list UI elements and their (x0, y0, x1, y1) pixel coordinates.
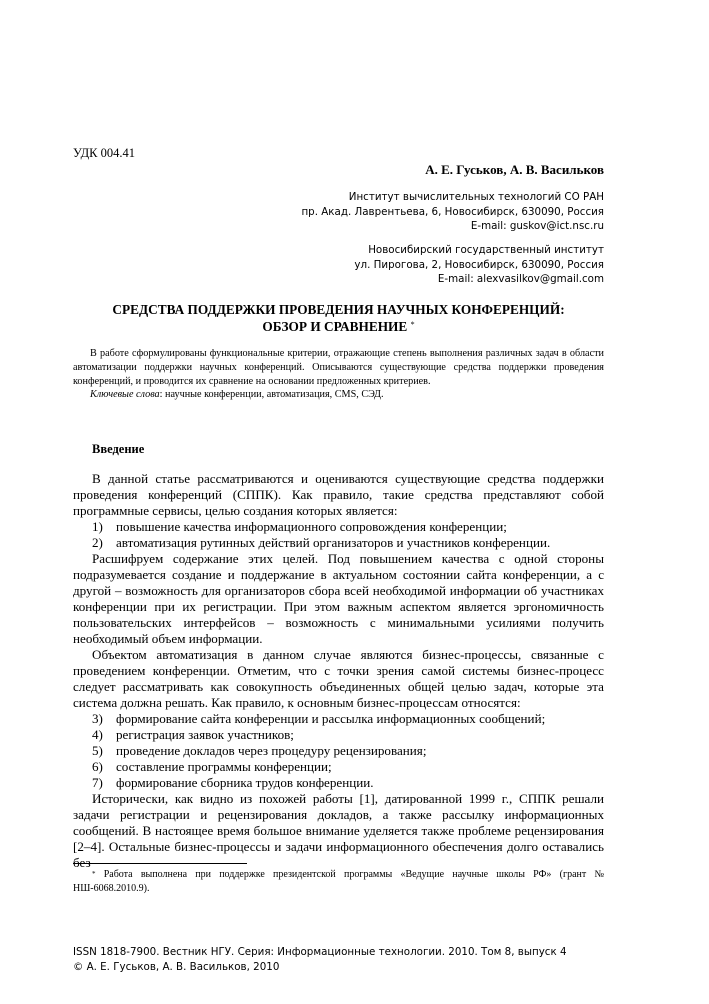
list-item (73, 775, 604, 791)
title-line-1: СРЕДСТВА ПОДДЕРЖКИ ПРОВЕДЕНИЯ НАУЧНЫХ КОНФЕРЕНЦИЙ: (112, 302, 565, 317)
issn-line: ISSN 1818-7900. Вестник НГУ. Серия: Информационные технологии. 2010. Том 8, выпуск 4 (73, 946, 567, 958)
affiliation-institution: Новосибирский государственный институт (368, 244, 604, 256)
list-number: 3) (92, 711, 103, 726)
footnote (73, 868, 604, 895)
list-item (73, 743, 604, 759)
list-item (73, 519, 604, 535)
title-line-2-text: ОБЗОР И СРАВНЕНИЕ (262, 318, 408, 334)
udk-code: УДК 004.41 (73, 146, 135, 160)
list-number: 1) (92, 519, 103, 534)
list-item (73, 711, 604, 727)
footnote-body: Работа выполнена при поддержке президентской программы «Ведущие научные школы РФ» (грант № НШ-6068.2010.9). (73, 869, 604, 894)
list-number: 6) (92, 759, 103, 774)
list-item (73, 727, 604, 743)
affiliation-2 (354, 243, 604, 287)
paragraph: Исторически, как видно из похожей работы [1], датированной 1999 г., СППК решали задачи регистрации и рецензирования докладов, а также рассылку информационных сообщений. В настоящее время большое внимание уделяется также проблеме рецензирования [2–4]. Остальные бизнес-процессы и задачи информационного обеспечения долго оставались без (73, 791, 604, 870)
list-item (73, 759, 604, 775)
list-text: составление программы конференции; (116, 759, 332, 774)
affiliation-email[interactable]: E-mail: guskov@ict.nsc.ru (470, 220, 604, 232)
list-text: формирование сайта конференции и рассылка информационных сообщений; (116, 711, 546, 726)
authors: А. Е. Гуськов, А. В. Васильков (425, 162, 604, 177)
affiliation-email[interactable]: E-mail: alexvasilkov@gmail.com (437, 273, 604, 285)
section-heading: Введение (92, 442, 145, 456)
body-text (73, 471, 604, 871)
list-text: автоматизация рутинных действий организаторов и участников конференции. (116, 535, 551, 550)
footnote-text (73, 868, 604, 895)
article-title (73, 302, 604, 335)
affiliation-1 (301, 190, 604, 234)
list-text: регистрация заявок участников; (116, 727, 294, 742)
title-line-2 (73, 319, 604, 336)
affiliation-address: ул. Пирогова, 2, Новосибирск, 630090, Россия (354, 258, 604, 271)
paragraph: В данной статье рассматриваются и оцениваются существующие средства поддержки проведения конференций (СППК). Как правило, такие средства представляют собой программные сервисы, целью создания которых является: (73, 471, 604, 518)
footnote-divider (73, 863, 247, 864)
list-text: проведение докладов через процедуру рецензирования; (116, 743, 427, 758)
title-footnote-mark[interactable]: * (410, 319, 415, 329)
list-text: формирование сборника трудов конференции. (116, 775, 374, 790)
keywords-label: Ключевые слова (90, 389, 160, 401)
paragraph: Объектом автоматизация в данном случае являются бизнес-процессы, связанные с проведением конференции. Отметим, что с точки зрения самой системы бизнес-процесс следует рассматривать как совокупность объединенных общей целью задач, которые эта система должна решать. Как правило, к основным бизнес-процессам относятся: (73, 647, 604, 710)
copyright-line: © А. Е. Гуськов, А. В. Васильков, 2010 (73, 960, 280, 973)
list-number: 5) (92, 743, 103, 758)
list-number: 4) (92, 727, 103, 742)
footnote-mark: * (92, 870, 96, 878)
journal-info (73, 945, 567, 974)
keywords-list: : научные конференции, автоматизация, CMS, СЭД. (159, 389, 384, 401)
list-item (73, 535, 604, 551)
abstract-text: В работе сформулированы функциональные критерии, отражающие степень выполнения различных задач в области автоматизации поддержки научных конференций. Описываются существующие средства поддержки проведения конференций, и проводится их сравнение на основании предложенных критериев. (73, 348, 604, 387)
affiliation-address: пр. Акад. Лаврентьева, 6, Новосибирск, 630090, Россия (301, 205, 604, 218)
abstract (73, 347, 604, 402)
list-text: повышение качества информационного сопровождения конференции; (116, 519, 507, 534)
keywords (73, 388, 604, 402)
list-number: 2) (92, 535, 103, 550)
list-number: 7) (92, 775, 103, 790)
paragraph: Расшифруем содержание этих целей. Под повышением качества с одной стороны подразумевается создание и поддержание в актуальном состоянии сайта конференции, а с другой – возможность для организаторов сбора всей необходимой информации об участниках конференции при их регистрации. При этом важным аспектом является эргономичность пользовательских интерфейсов – возможность с минимальными усилиями получить необходимый объем информации. (73, 551, 604, 646)
affiliation-institution: Институт вычислительных технологий СО РАН (348, 191, 604, 203)
